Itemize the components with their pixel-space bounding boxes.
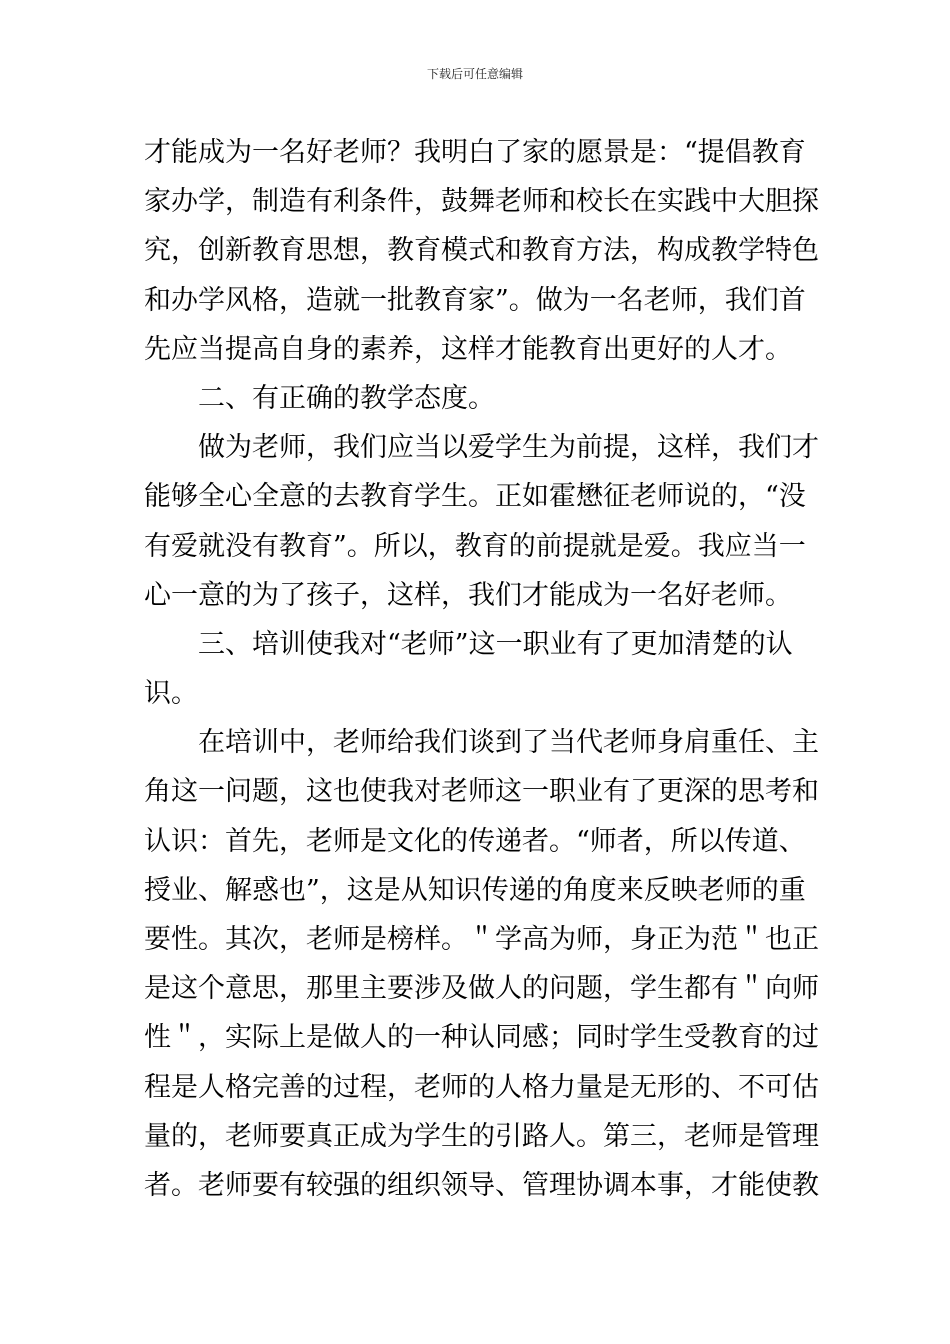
- body-line: 程是人格完善的过程，老师的人格力量是无形的、不可估: [144, 1071, 819, 1103]
- body-line: 授业、解惑也”，这是从知识传递的角度来反映老师的重: [144, 874, 806, 906]
- body-line: 认识：首先，老师是文化的传递者。“师者，所以传道、: [144, 825, 806, 857]
- body-line: 究，创新教育思想，教育模式和教育方法，构成教学特色: [144, 235, 819, 267]
- body-line: 者。老师要有较强的组织领导、管理协调本事，才能使教: [144, 1169, 819, 1201]
- document-body: [144, 128, 819, 1210]
- body-line: 和办学风格，造就一批教育家”。做为一名老师，我们首: [144, 284, 806, 316]
- body-line: 家办学，制造有利条件，鼓舞老师和校长在实践中大胆探: [144, 186, 819, 218]
- body-line: 心一意的为了孩子，这样，我们才能成为一名好老师。: [144, 579, 792, 611]
- body-line: 才能成为一名好老师？我明白了家的愿景是：“提倡教育: [144, 137, 806, 168]
- body-line: 有爱就没有教育”。所以，教育的前提就是爱。我应当一: [144, 530, 806, 562]
- body-line: 量的，老师要真正成为学生的引路人。第三，老师是管理: [144, 1120, 819, 1152]
- section-heading-3: 三、培训使我对“老师”这一职业有了更加清楚的认: [198, 628, 793, 660]
- body-line: 角这一问题，这也使我对老师这一职业有了更深的思考和: [144, 776, 819, 808]
- body-line: 性＂，实际上是做人的一种认同感；同时学生受教育的过: [144, 1022, 819, 1054]
- paragraph-start: 做为老师，我们应当以爱学生为前提，这样，我们才: [198, 432, 819, 464]
- paragraph-start: 在培训中，老师给我们谈到了当代老师身肩重任、主: [198, 727, 819, 759]
- body-line: 要性。其次，老师是榜样。＂学高为师，身正为范＂也正: [144, 924, 819, 955]
- body-line: 先应当提高自身的素养，这样才能教育出更好的人才。: [144, 333, 792, 365]
- section-heading-2: 二、有正确的教学态度。: [198, 382, 495, 414]
- page-header-note: 下载后可任意编辑: [426, 67, 523, 81]
- body-line: 能够全心全意的去教育学生。正如霍懋征老师说的，“没: [144, 481, 806, 513]
- body-line: 识。: [144, 678, 198, 710]
- body-line: 是这个意思，那里主要涉及做人的问题，学生都有＂向师: [144, 973, 819, 1005]
